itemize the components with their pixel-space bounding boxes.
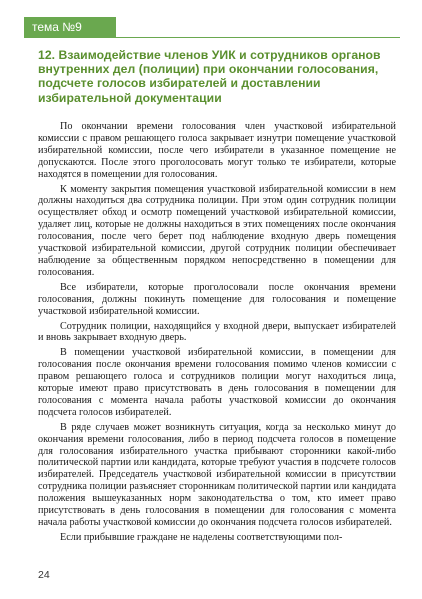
paragraph: В ряде случаев может возникнуть ситуация, когда за несколько минут до окончания времени голосования, либо в период подсчета голосов в помещение для голосования избирательного участка прибывают сторонники какой-либо политической партии или кандидата, которые требуют участия в подсчете голосов избирателей. Председатель участковой избирательной комиссии в присутствии сотрудника полиции разъясняет сторонникам политической партии или кандидата положения вышеуказанных норм законодательства о том, кто имеет право присутствовать в день голосования в помещении для голосования с момента начала работы участковой комиссии до окончания подсчета голосов избирателей. <box>38 421 396 528</box>
section-heading: 12. Взаимодействие членов УИК и сотрудников органов внутренних дел (полиции) при окончании голосования, подсчете голосов избирателей и доставлении избирательной документации <box>38 48 381 105</box>
body-text <box>38 121 396 547</box>
paragraph: К моменту закрытия помещения участковой избирательной комиссии в нем должны находиться два сотрудника полиции. При этом один сотрудник полиции осуществляет обход и осмотр помещений участковой избирательной комиссии, удаляет лиц, которые не должны находиться в этих помещениях после окончания голосования, после чего берет под наблюдение входную дверь помещения участковой избирательной комиссии, другой сотрудник полиции обеспечивает наблюдение за общественным порядком непосредственно в помещении для голосования. <box>38 183 396 278</box>
paragraph: По окончании времени голосования член участковой избирательной комиссии с правом решающего голоса закрывает изнутри помещение участковой избирательной комиссии, после чего избиратели в указанное помещение не допускаются. После этого проголосовать могут только те избиратели, которые находятся в помещении для голосования. <box>38 121 396 180</box>
topic-divider <box>24 37 400 38</box>
paragraph: В помещении участковой избирательной комиссии, в помещении для голосования после окончания времени голосования помимо членов комиссии с правом решающего голоса и сотрудников полиции могут находиться лица, которые имеют право присутствовать в день голосования в помещении для голосования с момента начала работы участковой комиссии до окончания подсчета голосов избирателей. <box>38 347 396 418</box>
topic-label: тема №9 <box>24 17 116 37</box>
page-number: 24 <box>38 569 50 581</box>
paragraph: Если прибывшие граждане не наделены соответствующими пол- <box>60 531 343 543</box>
paragraph: Все избиратели, которые проголосовали после окончания времени голосования, должны покинуть помещение для голосования и помещение участковой избирательной комиссии. <box>38 281 396 317</box>
paragraph: Сотрудник полиции, находящийся у входной двери, выпускает избирателей и вновь закрывает входную дверь. <box>38 320 396 344</box>
